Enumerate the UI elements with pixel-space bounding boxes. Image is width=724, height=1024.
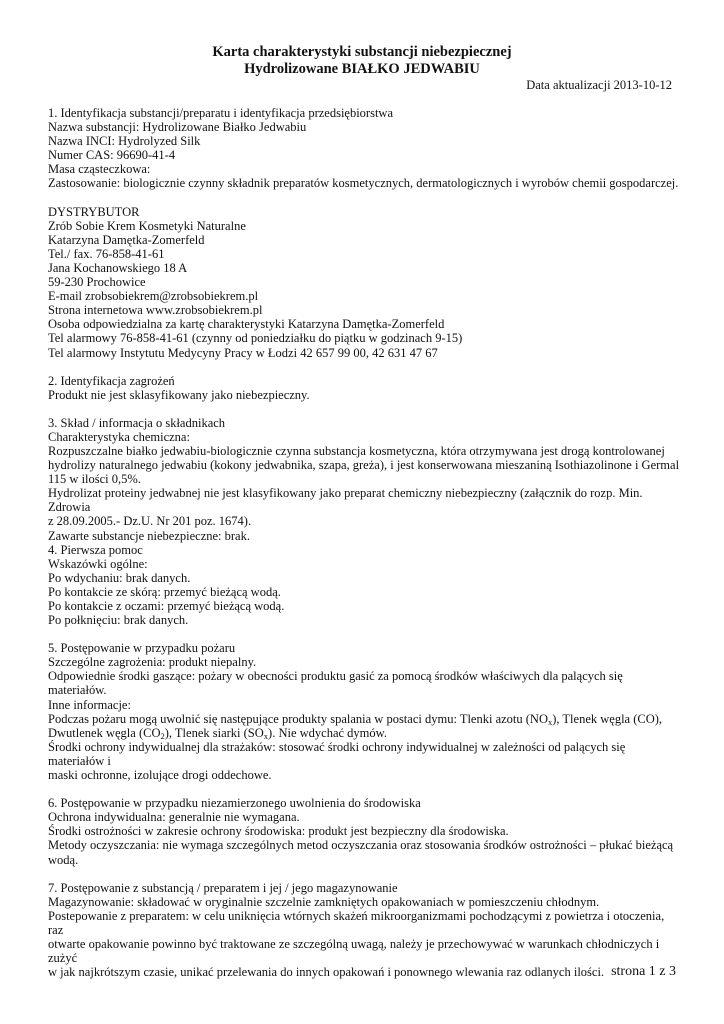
text-line: Numer CAS: 96690-41-4 [48, 148, 176, 163]
text-line: Nazwa substancji: Hydrolizowane Białko Jedwabiu [48, 120, 307, 135]
document-body [48, 106, 680, 979]
section-heading: 6. Postępowanie w przypadku niezamierzonego uwolnienia do środowiska [48, 796, 421, 811]
text-line: Nazwa INCI: Hydrolyzed Silk [48, 134, 201, 149]
text-line: Wskazówki ogólne: [48, 556, 148, 571]
text-line: Szczególne zagrożenia: produkt niepalny. [48, 655, 257, 670]
text-line: Hydrolizat proteiny jedwabnej nie jest klasyfikowany jako preparat chemiczny niebezpieczny (załącznik do rozp. Min. Zdrowia [48, 486, 643, 515]
page-number: strona 1 z 3 [611, 964, 676, 979]
section-heading: 3. Skład / informacja o składnikach [48, 415, 226, 430]
text-line: 59-230 Prochowice [48, 275, 146, 290]
text-line: Środki ochrony indywidualnej dla strażaków: stosować środki ochrony indywidualnej w zależności od palących się materiałów i [48, 739, 626, 768]
text-line: z 28.09.2005.- Dz.U. Nr 201 poz. 1674). [48, 514, 252, 529]
text-line: maski ochronne, izolujące drogi oddechowe. [48, 768, 272, 783]
section-heading: 7. Postępowanie z substancją / preparatem i jej / jego magazynowanie [48, 880, 398, 895]
text-line: Po wdychaniu: brak danych. [48, 570, 191, 585]
text-line: Jana Kochanowskiego 18 A [48, 260, 188, 275]
text-fragment: ), Tlenek siarki (SO [164, 725, 264, 740]
subscript: 2 [160, 730, 165, 741]
text-line: Środki ostrożności w zakresie ochrony środowiska: produkt jest bezpieczny dla środowiska. [48, 824, 509, 839]
document-title: Karta charakterystyki substancji niebezpiecznej [212, 44, 512, 60]
text-line: Metody oczyszczania: nie wymaga szczególnych metod oczyszczania oraz stosowania środków ostrożności – płukać bieżącą [48, 838, 674, 853]
text-line: Charakterystyka chemiczna: [48, 429, 190, 444]
text-fragment: Podczas pożaru mogą uwolnić się następujące produkty spalania w postaci dymu: Tlenki azotu (NO [48, 711, 548, 726]
text-line: Inne informacje: [48, 697, 131, 712]
text-line: wodą. [48, 852, 79, 867]
text-line: Postepowanie z preparatem: w celu uniknięcia wtórnych skażeń mikroorganizmami pochodzącymi z powietrza i otoczenia, raz [48, 908, 665, 937]
text-line: hydrolizy naturalnego jedwabiu (kokony jedwabnika, szapa, greża), i jest konserwowana mieszaniną Isothiazolinone i Germal [48, 458, 680, 473]
subscript: x [263, 730, 269, 741]
subscript: x [547, 716, 553, 727]
section-heading: 2. Identyfikacja zagrożeń [48, 373, 175, 388]
text-line: Po kontakcie ze skórą: przemyć bieżącą wodą. [48, 584, 281, 599]
text-line: Zrób Sobie Krem Kosmetyki Naturalne [48, 218, 246, 233]
section-heading: 1. Identyfikacja substancji/preparatu i identyfikacja przedsiębiorstwa [48, 106, 394, 120]
text-line: Masa cząsteczkowa: [48, 162, 151, 177]
section-heading: 4. Pierwsza pomoc [48, 542, 143, 557]
text-line: Po kontakcie z oczami: przemyć bieżącą wodą. [48, 599, 285, 613]
text-line: otwarte opakowanie powinno być traktowane ze szczególną uwagą, należy je przechowywać w warunkach chłodniczych i zużyć [48, 936, 660, 966]
text-line: Osoba odpowiedzialna za kartę charakterystyki Katarzyna Damętka-Zomerfeld [48, 317, 445, 332]
text-line: Odpowiednie środki gaszące: pożary w obecności produktu gasić za pomocą środków właściwych dla palących się materiałów. [48, 669, 623, 698]
update-date: Data aktualizacji 2013-10-12 [526, 78, 672, 92]
text-line: Rozpuszczalne białko jedwabiu-biologicznie czynna substancja kosmetyczna, która otrzymywana jest drogą kontrolowanej [48, 443, 665, 458]
text-line: Po połknięciu: brak danych. [48, 613, 189, 628]
text-line: w jak najkrótszym czasie, unikać przelewania do innych opakowań i ponownego wlewania raz odlanych ilości. [48, 965, 605, 980]
text-line: Zawarte substancje niebezpieczne: brak. [48, 528, 250, 543]
email-line: E-mail zrobsobiekrem@zrobsobiekrem.pl [48, 289, 259, 304]
section-heading: 5. Postępowanie w przypadku pożaru [48, 641, 236, 656]
text-line: 115 w ilości 0,5%. [48, 472, 141, 487]
text-line: Tel alarmowy 76-858-41-61 (czynny od poniedziałku do piątku w godzinach 9-15) [48, 331, 463, 346]
text-fragment: ), Tlenek węgla (CO), [552, 711, 663, 726]
text-line: Tel alarmowy Instytutu Medycyny Pracy w Łodzi 42 657 99 00, 42 631 47 67 [48, 345, 438, 360]
text-line: Produkt nie jest sklasyfikowany jako niebezpieczny. [48, 387, 310, 402]
text-line: Ochrona indywidualna: generalnie nie wymagana. [48, 810, 300, 825]
text-line [48, 712, 680, 726]
website-line: Strona internetowa www.zrobsobiekrem.pl [48, 303, 263, 318]
document-subtitle: Hydrolizowane BIAŁKO JEDWABIU [244, 61, 480, 77]
text-line: Katarzyna Damętka-Zomerfeld [48, 232, 205, 247]
text-fragment: ). Nie wdychać dymów. [268, 725, 387, 740]
text-line: Tel./ fax. 76-858-41-61 [48, 246, 165, 261]
text-fragment: Dwutlenek węgla (CO [48, 725, 161, 740]
text-line: Magazynowanie: składować w oryginalnie szczelnie zamkniętych opakowaniach w pomieszczeniu chłodnym. [48, 894, 600, 909]
text-line [48, 726, 680, 740]
text-line: Zastosowanie: biologicznie czynny składnik preparatów kosmetycznych, dermatologicznych i wyrobów chemii gospodarczej. [48, 176, 679, 191]
section-heading: DYSTRYBUTOR [48, 204, 140, 219]
